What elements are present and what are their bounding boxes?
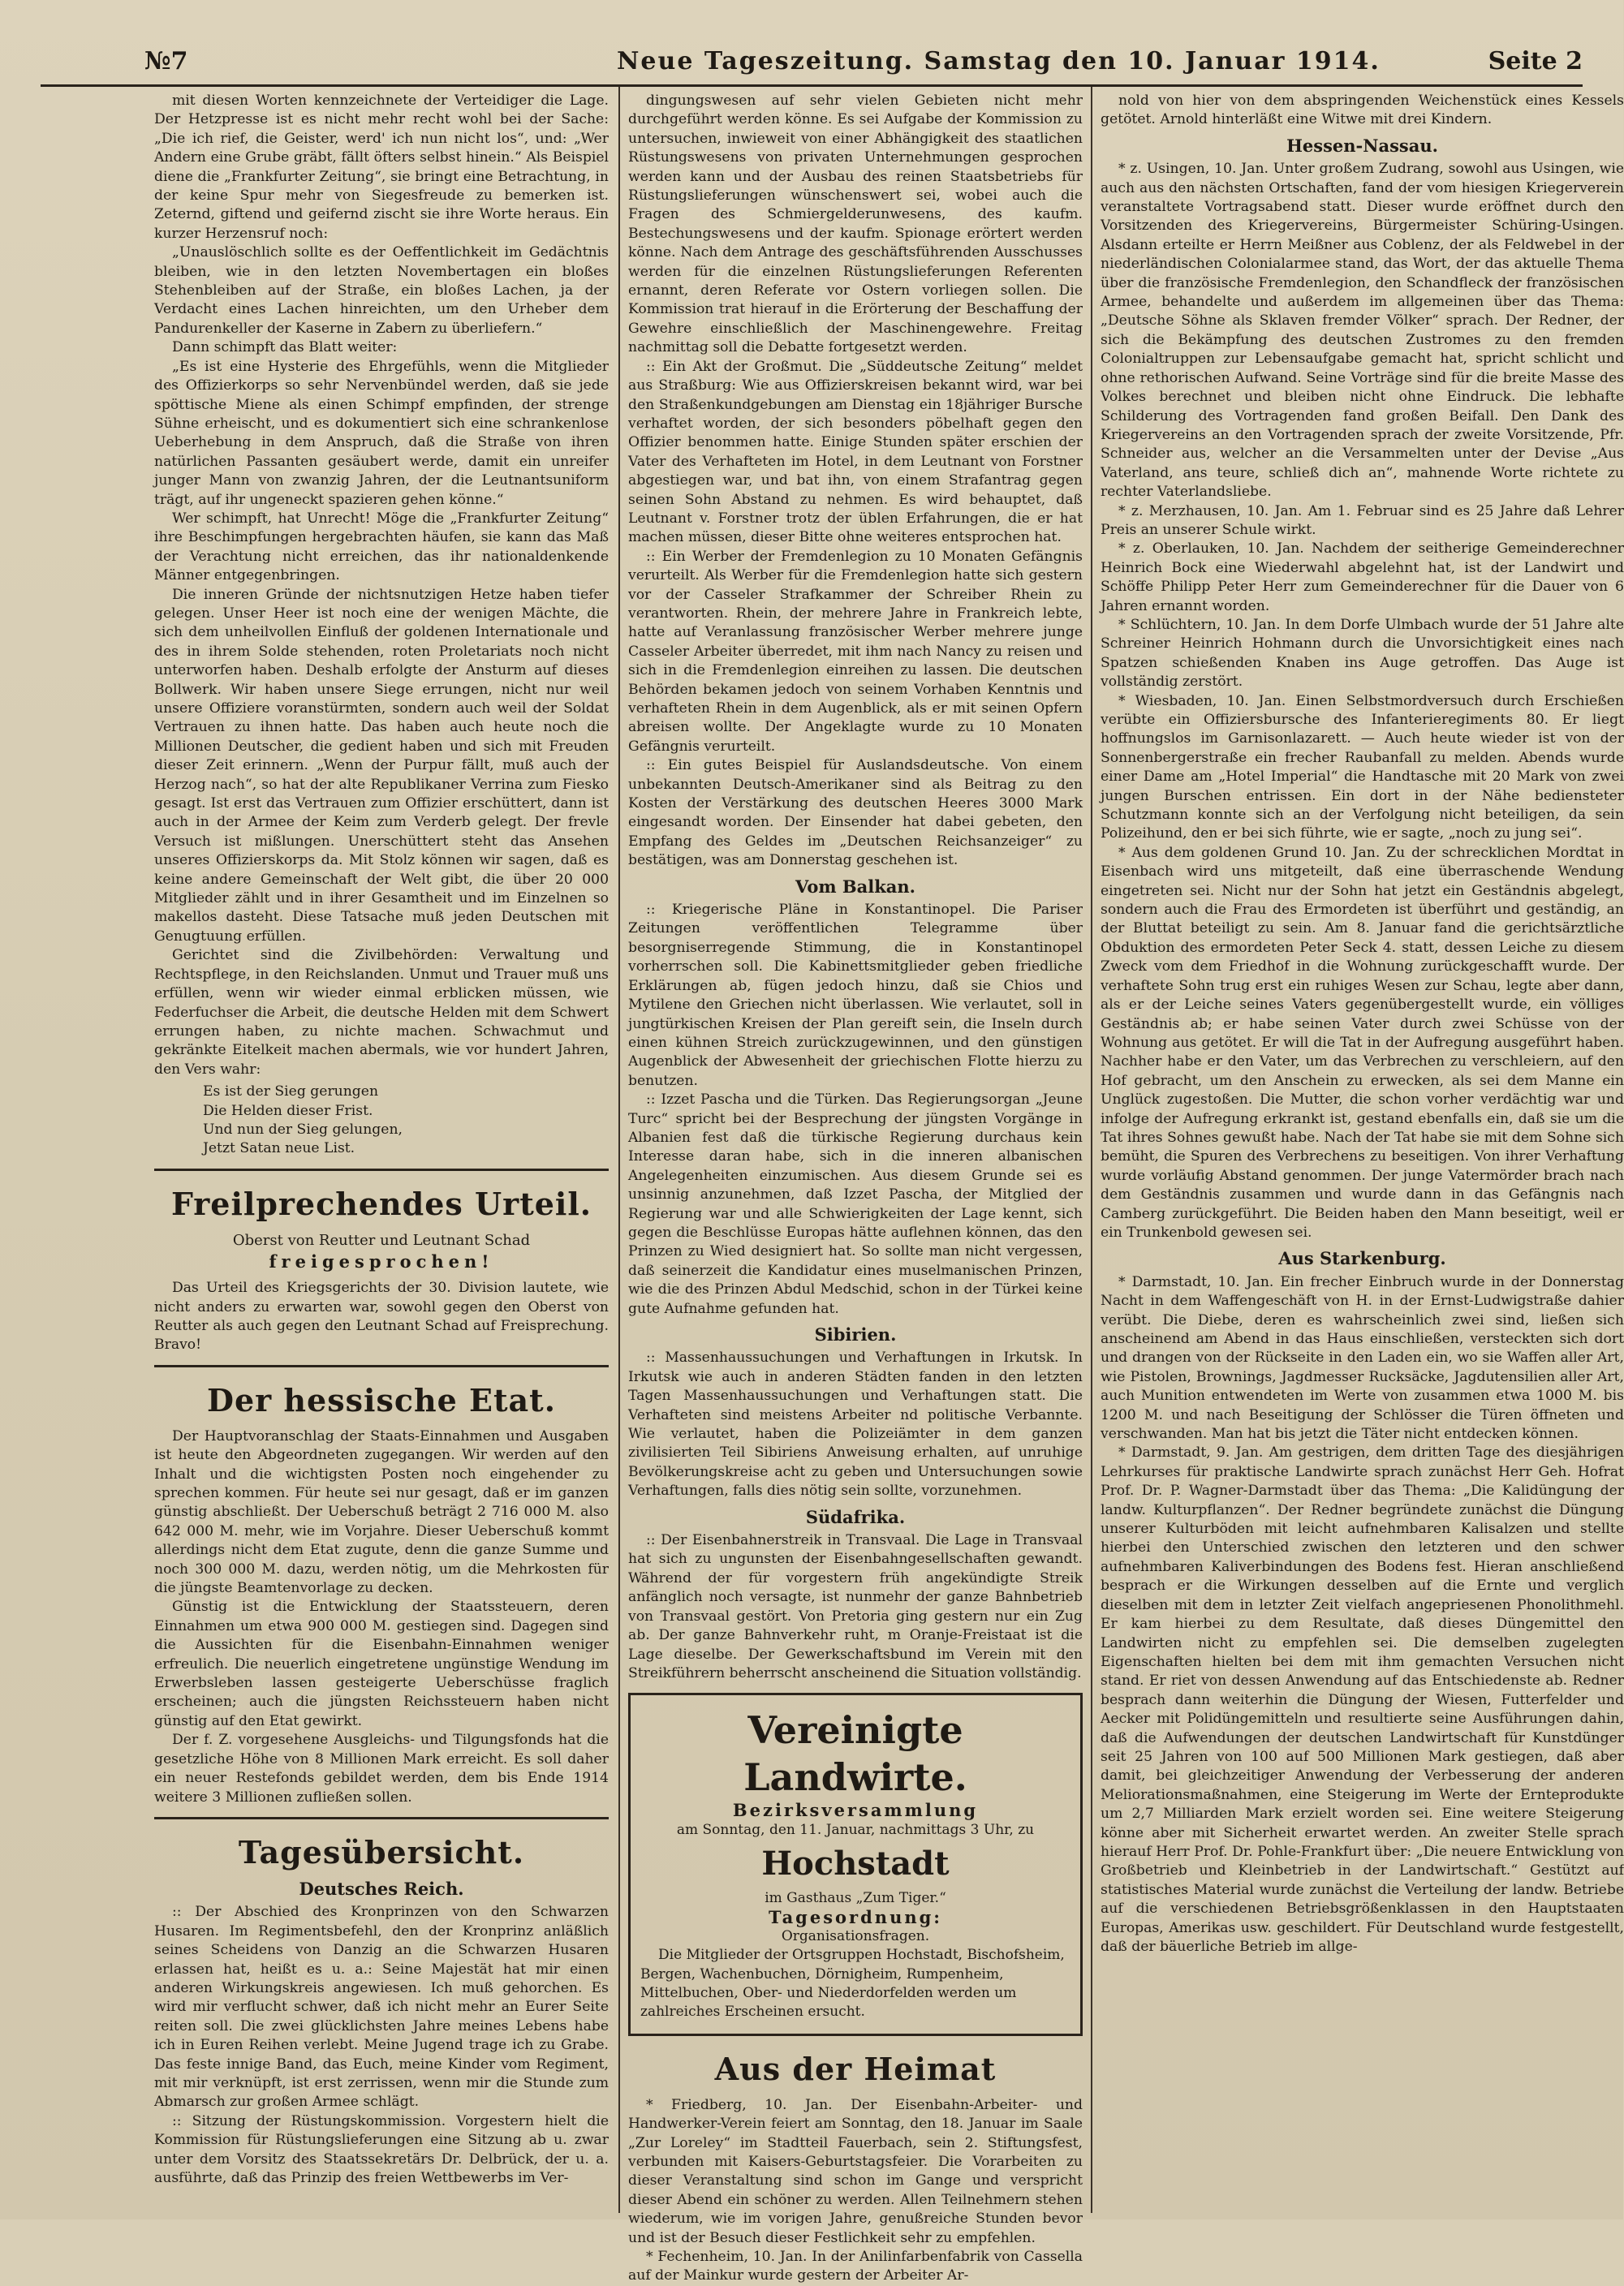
ad-agenda-title: Tagesordnung: [768,1906,943,1927]
poem-line: Es ist der Sieg gerungen [203,1083,379,1100]
paragraph: :: Ein gutes Beispiel für Auslandsdeutsche. Von einem unbekannten Deutsch-Amerikaner sind als Beitrag zu den Kosten der Verstärkung des deutschen Heeres 3000 Mark eingesandt worden. Der Einsender hat dabei gebeten, den Empfang des Geldes im „Deutschen Reichsanzeiger“ zu bestätigen, was am Donnerstag geschehen ist. [628,757,1083,869]
paragraph: * Darmstadt, 9. Jan. Am gestrigen, dem dritten Tage des diesjährigen Lehrkurses für praktische Landwirte sprach zunächst Herr Geh. Hofrat Prof. Dr. P. Wagner-Darmstadt über das Thema: „Die Kalidüngung der landw. Kulturpflanzen“. Der Redner begründete zunächst die Düngung unserer Kulturböden mit leicht aufnehmbaren Kalisalzen und stellte hierbei den Unterschied zwischen den letzteren und den schwer aufnehmbaren Kaliverbindungen des Bodens fest. Hieran anschließend besprach er die Wirkungen desselben auf die Ernte und verglich dieselben mit dem in letzter Zeit vielfach angepriesenen Phonolithmehl. Er kam hierbei zu dem Resultate, daß dieses Düngemittel den Landwirten nicht zu empfehlen sei. Die demselben zugelegten Eigenschaften hielten bei dem mit ihm gemachten Versuchen nicht stand. Er riet von dessen Anwendung auf das Entschiedenste ab. Redner besprach dann weiterhin die Düngung der Wiesen, Futterfelder und Aecker mit Polidüngemitteln und resultierte seine Ausführungen dahin, daß die Aufwendungen der deutschen Landwirtschaft für Kunstdünger seit 25 Jahren von 100 auf 500 Millionen Mark gestiegen, daß aber damit, bei gleichzeitiger Anwendung der Verbesserung der anderen Meliorationsmaßnahmen, eine Steigerung im Werte der Ernteprodukte um 2,7 Milliarden Mark erzielt worden sei. Eine weitere Steigerung könne aber mit Sicherheit erwartet werden. An zweiter Stelle sprach hierauf Herr Prof. Dr. Pohle-Frankfurt über: „Die neuere Entwicklung von Großbetrieb und Kleinbetrieb in der Landwirtschaft.“ Gestützt auf statistisches Material wurde zunächst die Verteilung der landw. Betriebe auf die verschiedenen Betriebsgrößenklassen in den Hauptstaaten Europas, Amerikas usw. geschildert. Für Deutschland wurde festgestellt, daß der bäuerliche Betrieb im allge- [1101,1444,1624,1955]
issue-number: №7 [144,47,188,75]
paragraph: * Darmstadt, 10. Jan. Ein frecher Einbruch wurde in der Donnerstag Nacht in dem Waffengeschäft von H. in der Ernst-Ludwigstraße dahier verübt. Die Diebe, deren es wahrscheinlich zwei sind, ließen sich anscheinend am Abend in das Haus einschließen, versteckten sich dort und drangen von der Rückseite in den Laden ein, wo sie Waffen aller Art, wie Pistolen, Brownings, Jagdmesser Rucksäcke, Jagdutensilien aller Art, auch Munition entwendeten im Werte von zusammen etwa 1000 M. bis 1200 M. und nach Beseitigung der Schlösser die Türen öffneten und verschwanden. Man hat bis jetzt die Täter nicht entdecken können. [1101,1273,1624,1443]
paragraph: :: Der Eisenbahnerstreik in Transvaal. Die Lage in Transvaal hat sich zu ungunsten der Eisenbahngesellschaften gewandt. Während der für vorgestern früh angekündigte Streik anfänglich noch versagte, ist nunmehr der ganze Bahnbetrieb von Transvaal gestört. Von Pretoria ging gestern nur ein Zug ab. Der ganze Bahnverkehr ruht, m Oranje-Freistaat ist die Lage dieselbe. Der Gewerkschaftsbund im Verein mit den Streikführern beherrscht anscheinend die Situation vollständig. [628,1532,1083,1681]
paragraph: dingungswesen auf sehr vielen Gebieten nicht mehr durchgeführt werden könne. Es sei Aufgabe der Kommission zu untersuchen, inwieweit von einer Abhängigkeit des staatlichen Rüstungswesens von privaten Unternehmungen gesprochen werden kann und der Ausbau des reinen Staatsbetriebs für Rüstungslieferungen wünschenswert sei, wobei auch die Fragen des Schmiergelderunwesens, des kaufm. Bestechungswesens und der kaufm. Spionage erörtert werden könne. Nach dem Antrage des geschäftsführenden Ausschusses werden für die einzelnen Rüstungslieferungen Referenten ernannt, deren Referate vor Ostern vorliegen sollen. Die Kommission trat hierauf in die Erörterung der Beschaffung der Gewehre einschließlich der Maschinengewehre. Freitag nachmittag soll die Debatte fortgesetzt werden. [628,93,1083,356]
ad-place: im Gasthaus „Zum Tiger.“ [765,1889,946,1906]
page-number: Seite 2 [1488,47,1583,75]
paragraph: :: Der Abschied des Kronprinzen von den Schwarzen Husaren. Im Regimentsbefehl, den der Kronprinz anläßlich seines Scheidens von Danzig an die Schwarzen Husaren erlassen hat, heißt es u. a.: Seine Majestät hat mir einen anderen Wirkungskreis angewiesen. Ich muß gehorchen. Es wird mir verflucht schwer, daß ich nicht mehr an Eurer Seite reiten soll. Die zwei glücklichsten Jahre meines Lebens habe ich in Euren Reihen verlebt. Meine Jugend trage ich zu Grabe. Das feste innige Band, das Euch, meine Kinder vom Regiment, mit mir verknüpft, ist erst zerrissen, wenn mir die Stunde zum Abmarsch zur großen Armee schlägt. [154,1904,609,2111]
divider [154,1817,609,1819]
paragraph: * Fechenheim, 10. Jan. In der Anilinfarbenfabrik von Cassella auf der Mainkur wurde gestern der Arbeiter Ar- [628,2249,1083,2284]
poem [203,1083,609,1159]
paragraph: Das Urteil des Kriegsgerichts der 30. Division lautete, wie nicht anders zu erwarten war, sowohl gegen den Oberst von Reutter als auch gegen den Leutnant Schad auf Freisprechung. Bravo! [154,1280,609,1354]
headline: Der hessische Etat. [207,1381,556,1419]
section-heading: Deutsches Reich. [299,1878,464,1899]
paragraph: „Unauslöschlich sollte es der Oeffentlichkeit im Gedächtnis bleiben, wie in den letzten Novembertagen ein bloßes Stehenbleiben auf der Straße, ein bloßes Lachen, ja der Verdacht eines Lachen hinreichten, um den Urheber dem Pandurenkeller der Kaserne in Zabern zu überliefern.“ [154,244,609,337]
divider [154,1169,609,1171]
section-heading: Vom Balkan. [795,876,915,897]
headline: Freilprechendes Urteil. [170,1185,592,1222]
ad-town: Hochstadt [761,1844,950,1883]
column-rule [618,87,620,2213]
ad-agenda-item: Organisationsfragen. [781,1928,930,1945]
masthead [41,39,1583,87]
paragraph: Dann schimpft das Blatt weiter: [172,339,398,356]
masthead-title: Neue Tageszeitung. Samstag den 10. Januar 1914. [617,47,1381,75]
paragraph: nold von hier von dem abspringenden Weichenstück eines Kessels getötet. Arnold hinterläßt eine Witwe mit drei Kindern. [1101,93,1624,128]
paragraph: :: Kriegerische Pläne in Konstantinopel. Die Pariser Zeitungen veröffentlichen Telegramme über besorgniserregende Stimmung, die in Konstantinopel vorherrschen soll. Die Kabinettsmitglieder geben friedliche Erklärungen ab, fügen jedoch hinzu, daß sie Chios und Mytilene den Griechen nicht überlassen. Wie verlautet, soll in jungtürkischen Kreisen der Plan gereift sein, die Inseln durch einen kühnen Streich zurückzugewinnen, und den günstigen Augenblick der Abwesenheit der griechischen Flotte hierzu zu benutzen. [628,902,1083,1089]
subheadline: Oberst von Reutter und Leutnant Schad [232,1231,531,1249]
paragraph: * Wiesbaden, 10. Jan. Einen Selbstmordversuch durch Erschießen verübte ein Offiziersbursche des Infanterieregiments 80. Er liegt hoffnungslos im Garnisonlazarett. — Auch heute wieder ist von der Sonnenbergerstraße ein frecher Raubanfall zu melden. Abends wurde einer Dame am „Hotel Imperial“ die Handtasche mit 20 Mark von zwei jungen Burschen entrissen. Ein dort in der Nähe bediensteter Schutzmann konnte sich an der Verfolgung nicht beteiligen, da sein Polizeihund, den er bei sich führte, wie er sagte, „noch zu jung sei“. [1101,692,1624,842]
paragraph: Günstig ist die Entwicklung der Staatssteuern, deren Einnahmen um etwa 900 000 M. gestiegen sind. Dagegen sind die Aussichten für die Eisenbahn-Einnahmen weniger erfreulich. Die neuerlich eingetretene ungünstige Wendung im Erwerbsleben lassen gesteigerte Ueberschüsse fraglich erscheinen; auch die jüngsten Reichssteuern haben nicht günstig auf den Etat gewirkt. [154,1599,609,1729]
paragraph: :: Izzet Pascha und die Türken. Das Regierungsorgan „Jeune Turc“ spricht bei der Besprechung der jüngsten Vorgänge in Albanien fest daß die türkische Regierung durchaus kein Interesse daran habe, sich in die inneren albanischen Angelegenheiten einzumischen. Aus diesem Grunde sei es unsinnig anzunehmen, daß Izzet Pascha, der Mitglied der Regierung war und alle Schwierigkeiten der Lage kennt, sich gegen die Beschlüsse Europas hätte auflehnen können, das den Prinzen zu Wied designiert hat. So sollte man nicht vergessen, daß seinerzeit die Kandidatur eines muselmanischen Prinzen, wie die des Prinzen Abdul Medschid, schon in der Türkei keine gute Aufnahme gefunden hat. [628,1091,1083,1317]
paragraph: * Schlüchtern, 10. Jan. In dem Dorfe Ulmbach wurde der 51 Jahre alte Schreiner Heinrich Hohmann durch die Unvorsichtigkeit eines nach Spatzen schießenden Knaben ins Auge getroffen. Das Auge ist vollständig zerstört. [1101,616,1624,691]
column-3 [1101,92,1624,2213]
paragraph: Gerichtet sind die Zivilbehörden: Verwaltung und Rechtspflege, in den Reichslanden. Unmut und Trauer muß uns erfüllen, wenn wir wieder einmal erblicken müssen, wie Federfuchser die Arbeit, die deutsche Helden mit dem Schwert errungen haben, zu nichte machen. Schwachmut und gekränkte Eitelkeit machen abermals, wie vor hundert Jahren, den Vers wahr: [154,947,609,1078]
paragraph: Wer schimpft, hat Unrecht! Möge die „Frankfurter Zeitung“ ihre Beschimpfungen hergebrachten häufen, sie kann das Maß der Verachtung nicht erreichen, das ihr nationaldenkende Männer entgegenbringen. [154,510,609,584]
ad-text: Die Mitglieder der Ortsgruppen Hochstadt, Bischofsheim, Bergen, Wachenbuchen, Dörnigheim, Rumpenheim, Mittelbuchen, Ober- und Niederdorfelden werden um zahlreiches Erscheinen ersucht. [640,1947,1065,2021]
poem-line: Und nun der Sieg gelungen, [203,1121,403,1138]
ad-subtitle: Bezirksversammlung [732,1800,979,1821]
paragraph: :: Massenhaussuchungen und Verhaftungen in Irkutsk. In Irkutsk wie auch in anderen Städten fanden in den letzten Tagen Massenhaussuchungen und Verhaftungen statt. Die Verhafteten sind meistens Arbeiter nd politische Verbannte. Wie verlautet, haben die Polizeiämter in dem ganzen zivilisierten Teil Sibiriens Anweisung erhalten, auf unruhige Bevölkerungskreise acht zu geben und Untersuchungen sowie Verhaftungen, falls dies nötig sein sollte, vorzunehmen. [628,1350,1083,1500]
paragraph: * Friedberg, 10. Jan. Der Eisenbahn-Arbeiter- und Handwerker-Verein feiert am Sonntag, den 18. Januar im Saale „Zur Loreley“ im Stadtteil Fauerbach, sein 2. Stiftungsfest, verbunden mit Kaisers-Geburtstagsfeier. Die Vorarbeiten zu dieser Veranstaltung sind schon im Gange und verspricht dieser Abend ein schöner zu werden. Allen Teilnehmern stehen wiederum, wie im vorigen Jahre, genußreiche Stunden bevor und ist der Besuch dieser Festlichkeit sehr zu empfehlen. [628,2096,1083,2246]
column-2 [628,92,1083,2284]
paragraph: Der f. Z. vorgesehene Ausgleichs- und Tilgungsfonds hat die gesetzliche Höhe von 8 Millionen Mark erreicht. Es soll daher ein neuer Restefonds gebildet werden, dem bis Ende 1914 weitere 3 Millionen zufließen sollen. [154,1732,609,1806]
headline: Aus der Heimat [714,2050,997,2087]
paragraph: * z. Oberlauken, 10. Jan. Nachdem der seitherige Gemeinderechner Heinrich Bock eine Wiederwahl abgelehnt hat, ist der Landwirt und Schöffe Philipp Peter Herr zum Gemeinderechner für die Dauer von 6 Jahren ernannt worden. [1101,540,1624,614]
section-heading: Sibirien. [814,1324,897,1345]
divider [154,1365,609,1367]
headline: Tagesübersicht. [238,1833,525,1871]
paragraph: * z. Merzhausen, 10. Jan. Am 1. Februar sind es 25 Jahre daß Lehrer Preis an unserer Schule wirkt. [1101,502,1624,538]
paragraph: :: Ein Akt der Großmut. Die „Süddeutsche Zeitung“ meldet aus Straßburg: Wie aus Offizierskreisen bekannt wird, war bei den Straßenkundgebungen am Dienstag ein 18jähriger Bursche verhaftet worden, der sich besonders pöbelhaft gegen den Offizier benommen hatte. Einige Stunden später erschien der Vater des Verhafteten im Hotel, in dem Leutnant von Forstner abgestiegen war, und bat ihn, von einem Strafantrag gegen seinen Sohn Abstand zu nehmen. Es wird behauptet, daß Leutnant v. Forstner trotz der üblen Erfahrungen, die er hat machen müssen, dieser Bitte ohne weiteres entsprochen hat. [628,358,1083,546]
paragraph: mit diesen Worten kennzeichnete der Verteidiger die Lage. Der Hetzpresse ist es nicht mehr recht wohl bei der Sache: „Die ich rief, die Geister, werd' ich nun nicht los“, und: „Wer Andern eine Grube gräbt, fällt öfters selbst hinein.“ Als Beispiel diene die „Frankfurter Zeitung“, sie bringt eine Betrachtung, in der keine Spur mehr von Siegesfreude zu bemerken ist. Zeternd, giftend und geifernd zischt sie ihre Worte heraus. Ein kurzer Herzensruf noch: [154,93,609,242]
paragraph: :: Ein Werber der Fremdenlegion zu 10 Monaten Gefängnis verurteilt. Als Werber für die Fremdenlegion hatte sich gestern vor der Casseler Strafkammer der Schreiber Rhein zu verantworten. Rhein, der mehrere Jahre in Frankreich lebte, hatte auf Veranlassung französischer Werber mehrere junge Casseler Arbeiter überredet, mit ihm nach Nancy zu reisen und sich in die Fremdenlegion einreihen zu lassen. Die deutschen Behörden bekamen jedoch von seinem Vorhaben Kenntnis und verhafteten Rhein in dem Augenblick, als er mit seinen Opfern abreisen wollte. Der Angeklagte wurde zu 10 Monaten Gefängnis verurteilt. [628,548,1083,755]
column-rule [1091,87,1092,2213]
ad-date: am Sonntag, den 11. Januar, nachmittags 3 Uhr, zu [676,1821,1035,1838]
section-heading: Aus Starkenburg. [1278,1248,1446,1269]
poem-line: Die Helden dieser Frist. [203,1102,373,1119]
paragraph: Die inneren Gründe der nichtsnutzigen Hetze haben tiefer gelegen. Unser Heer ist noch eine der wenigen Mächte, die sich dem unheilvollen Einfluß der goldenen Internationale und des in ihrem Solde stehenden, roten Proletariats noch nicht unterworfen haben. Deshalb erfolgte der Ansturm auf dieses Bollwerk. Wir haben unsere Siege errungen, nicht nur weil unsere Offiziere voranstürmten, sondern auch weil der Soldat Vertrauen zu ihnen hatte. Das haben auch heute noch die Millionen Deutscher, die gedient haben und sich mit Freuden dieser Zeit erinnern. „Wenn der Purpur fällt, muß auch der Herzog nach“, so hat der alte Republikaner Verrina zum Fiesko gesagt. Ist erst das Vertrauen zum Offizier erschüttert, dann ist auch in der Armee der Keim zum Verderb gelegt. Der frevle Versuch ist mißlungen. Unerschüttert steht das Ansehen unseres Offizierskorps da. Mit Stolz können wir sagen, daß es keine andere Gemeinschaft der Welt gibt, die über 20 000 Mitglieder zählt und in ihrer Gesamtheit und im Einzelnen so makellos dasteht. Diese Tatsache muß jeden Deutschen mit Genugtuung erfüllen. [154,586,609,945]
subheadline: freigesprochen! [269,1251,494,1272]
poem-line: Jetzt Satan neue List. [203,1140,355,1157]
paragraph: * z. Usingen, 10. Jan. Unter großem Zudrang, sowohl aus Usingen, wie auch aus den nächsten Ortschaften, fand der vom hiesigen Kriegerverein veranstaltete Vortragsabend statt. Dieser wurde eröffnet durch den Vorsitzenden des Kriegervereins, Bürgermeister Schüring-Usingen. Alsdann erteilte er Herrn Meißner aus Coblenz, der als Feldwebel in der niederländischen Colonialarmee stand, das Wort, der das aktuelle Thema über die französische Fremdenlegion, den Schandfleck der französischen Armee, behandelte und außerdem im allgemeinen über das Thema: „Deutsche Söhne als Sklaven fremder Völker“ sprach. Der Redner, der sich die Bekämpfung des deutschen Zustromes zu den fremden Colonialtruppen zur Lebensaufgabe gemacht hat, spricht schlicht und ohne rethorischen Aufwand. Seine Vorträge sind für die breite Masse des Volkes berechnet und bleiben nicht ohne Eindruck. Die lebhafte Schilderung des Vortragenden fand großen Beifall. Den Dank des Kriegervereins an den Vortragenden sprach der zweite Vorsitzende, Pfr. Schneider aus, welcher an die Versammelten unter der Devise „Aus Vaterland, ans teure, schließ dich an“, mahnende Worte richtete zu rechter Vaterlandsliebe. [1101,161,1624,501]
paragraph: * Aus dem goldenen Grund 10. Jan. Zu der schrecklichen Mordtat in Eisenbach wird uns mitgeteilt, daß eine überraschende Wendung eingetreten sei. Nicht nur der Sohn hat jetzt ein Geständnis abgelegt, sondern auch die Frau des Ermordeten ist überführt und geständig, an der Bluttat beteiligt zu sein. Am 8. Januar fand die gerichtsärztliche Obduktion des ermordeten Peter Seck 4. statt, dessen Leiche zu diesem Zweck vom dem Friedhof in die Wohnung zurückgeschafft wurde. Der verhaftete Sohn trug erst ein ruhiges Wesen zur Schau, legte aber dann, als er der Leiche seines Vaters gegenübergestellt wurde, ein völliges Geständnis ab; er habe seinen Vater durch zwei Schüsse von der Wohnung aus getötet. Er will die Tat in der Aufregung ausgeführt haben. Nachher habe er den Vater, um das Verbrechen zu verschleiern, auf den Hof gebracht, um den Anschein zu erwecken, als sei dem Manne ein Unglück zugestoßen. Die Mutter, die schon vorher verdächtig war und infolge der Aufregung erkrankt ist, gestand ebenfalls ein, daß sie um die Tat ihres Sohnes gewußt habe. Nach der Tat habe sie mit dem Sohne sich bemüht, die Spuren des Verbrechens zu beseitigen. Von ihrer Verhaftung wurde vorläufig Abstand genommen. Der junge Vatermörder brach nach dem Geständnis zusammen und wurde dann in das Gefängnis nach Camberg zurückgeführt. Die Beiden haben den Mann beseitigt, weil er ein Trunkenbold gewesen sei. [1101,844,1624,1241]
paragraph: Der Hauptvoranschlag der Staats-Einnahmen und Ausgaben ist heute den Abgeordneten zugegangen. Wir werden auf den Inhalt und die wichtigsten Posten noch eingehender zu sprechen kommen. Für heute sei nur gesagt, daß er im ganzen günstig abschließt. Der Ueberschuß beträgt 2 716 000 M. also 642 000 M. mehr, wie im Vorjahre. Dieser Ueberschuß kommt allerdings nicht dem Etat zugute, denn die ganze Summe und noch 300 000 M. dazu, werden nötig, um die Mehrkosten für die jüngste Beamtenvorlage zu decken. [154,1427,609,1597]
columns [41,87,1624,2284]
ad-title: Vereinigte Landwirte. [743,1708,967,1800]
column-1 [154,92,609,2213]
section-heading: Südafrika. [805,1506,906,1527]
paragraph: :: Sitzung der Rüstungskommission. Vorgestern hielt die Kommission für Rüstungslieferungen eine Sitzung ab u. zwar unter dem Vorsitz des Staatssekretärs Dr. Delbrück, der u. a. ausführte, daß das Prinzip des freien Wettbewerbs im Ver- [154,2112,609,2186]
paragraph: „Es ist eine Hysterie des Ehrgefühls, wenn die Mitglieder des Offizierkorps so sehr Nervenbündel werden, daß sie jede spöttische Miene als einen Schimpf empfinden, der strenge Sühne erheischt, und es dokumentiert sich eine schrankenlose Ueberhebung in dem Anspruch, daß die Straße von ihren natürlichen Passanten gesäubert werde, damit ein unreifer junger Mann von zwanzig Jahren, der die Leutnantsuniform trägt, auf ihr ungeneckt spazieren gehen könne.“ [154,358,609,508]
section-heading: Hessen-Nassau. [1286,135,1438,156]
advertisement [628,1693,1083,2035]
